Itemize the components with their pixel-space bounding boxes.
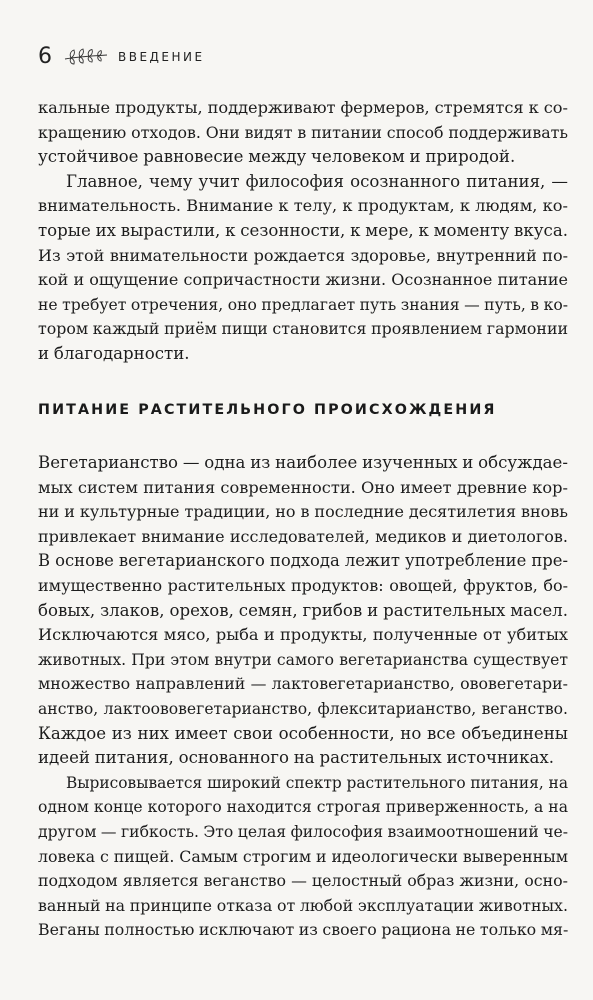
text-line: Главное, чему учит философия осознанного питания, — (66, 171, 568, 191)
bottom-text-block (38, 451, 568, 943)
text-line: Исключаются мясо, рыба и продукты, полученные от убитых (38, 625, 568, 645)
text-line: другом — гибкость. Это целая философия взаимоотношений че- (38, 822, 568, 841)
text-line: анство, лактоововегетарианство, флекситарианство, веганство. (38, 699, 568, 718)
text-line: кальные продукты, поддерживают фермеров, стремятся к со- (38, 98, 568, 117)
text-line: Веганы полностью исключают из своего рациона не только мя- (38, 920, 569, 940)
text-line: множество направлений — лактовегетарианство, ововегетари- (38, 674, 568, 694)
text-line: ловека с пищей. Самым строгим и идеологически выверенным (38, 846, 568, 866)
book-page (38, 0, 568, 1000)
paragraph (38, 96, 568, 170)
text-line: Вегетарианство — одна из наиболее изученных и обсуждае- (38, 453, 568, 472)
text-line: торые их вырастили, к сезонности, к мере, к моменту вкуса. (38, 220, 568, 240)
text-line: подходом является веганство — целостный образ жизни, осно- (38, 871, 568, 891)
text-line: ни и культурные традиции, но в последние десятилетия вновь (38, 502, 568, 522)
text-line: тором каждый приём пищи становится проявлением гармонии (38, 319, 568, 339)
text-line: ванный на принципе отказа от любой эксплуатации животных. (38, 895, 568, 915)
text-line: не требует отречения, оно предлагает путь знания — путь, в ко- (38, 295, 568, 314)
paragraph (38, 771, 568, 943)
laurel-branch-icon (64, 48, 108, 66)
text-line: устойчивое равновесие между человеком и природой. (38, 147, 516, 167)
text-line: бовых, злаков, орехов, семян, грибов и растительных масел. (38, 600, 568, 620)
top-text-block (38, 96, 568, 367)
paragraph (38, 170, 568, 367)
page-number: 6 (38, 44, 52, 69)
section-heading: ПИТАНИЕ РАСТИТЕЛЬНОГО ПРОИСХОЖДЕНИЯ (38, 402, 497, 418)
text-line: В основе вегетарианского подхода лежит употребление пре- (38, 551, 568, 571)
text-line: привлекает внимание исследователей, медиков и диетологов. (38, 526, 568, 546)
text-line: кой и ощущение сопричастности жизни. Осознанное питание (38, 270, 568, 290)
text-line: идеей питания, основанного на растительных источниках. (38, 748, 554, 768)
text-line: одном конце которого находится строгая приверженность, а на (38, 798, 568, 817)
text-line: и благодарности. (38, 343, 190, 363)
text-line: Вырисовывается широкий спектр растительного питания, на (66, 773, 568, 792)
text-line: внимательность. Внимание к телу, к продуктам, к людям, ко- (38, 196, 568, 216)
text-line: мых систем питания современности. Оно имеет древние кор- (38, 477, 568, 497)
paragraph (38, 451, 568, 771)
text-line: животных. При этом внутри самого вегетарианства существует (38, 650, 568, 669)
text-line: имущественно растительных продуктов: овощей, фруктов, бо- (38, 575, 568, 595)
text-line: Каждое из них имеет свои особенности, но все объединены (38, 723, 568, 743)
text-line: кращению отходов. Они видят в питании способ поддерживать (38, 122, 568, 142)
running-head (38, 42, 205, 72)
text-line: Из этой внимательности рождается здоровье, внутренний по- (38, 245, 568, 265)
section-name: ВВЕДЕНИЕ (118, 50, 205, 64)
